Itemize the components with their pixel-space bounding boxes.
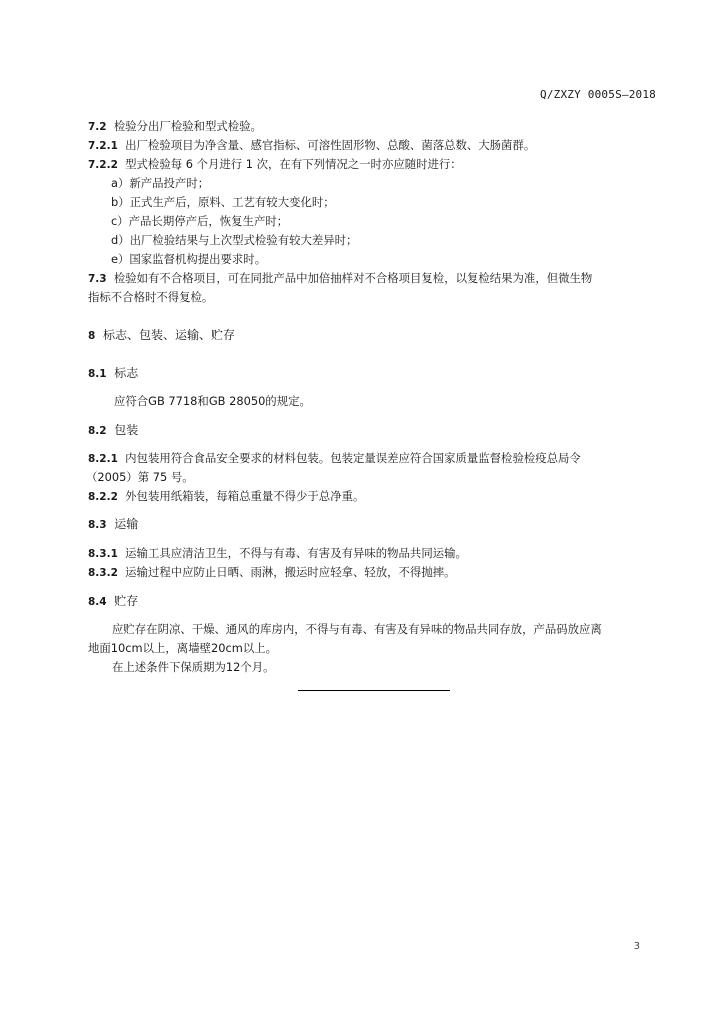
clause-number: 8.3.1: [88, 548, 118, 560]
section-title: 贮存: [114, 594, 139, 608]
clause-text: 运输工具应清洁卫生，不得与有毒、有害及有异味的物品共同运输。: [125, 546, 467, 560]
clause-8-2-2: [88, 489, 364, 504]
clause-text: 检验如有不合格项目，可在同批产品中加倍抽样对不合格项目复检，以复检结果为准，但微生物: [113, 271, 593, 285]
clause-8-3-2: [88, 565, 456, 580]
section-title: 标志、包装、运输、贮存: [102, 328, 235, 342]
clause-number: 7.2.2: [88, 159, 118, 171]
section-number: 8: [88, 330, 96, 342]
section-number: 8.3: [88, 519, 107, 531]
section-number: 8.4: [88, 596, 107, 608]
clause-number: 7.2: [88, 121, 107, 133]
list-item-e: e）国家监督机构提出要求时。: [111, 252, 267, 266]
standard-code: Q/ZXZY 0005S—2018: [540, 88, 656, 101]
clause-text: 运输过程中应防止日晒、雨淋，搬运时应轻拿、轻放，不得抛摔。: [125, 565, 456, 579]
page-number: 3: [633, 941, 640, 952]
clause-7-3: [88, 271, 592, 286]
clause-7-2-2: [88, 157, 462, 172]
clause-8-2-1: [88, 451, 581, 466]
clause-number: 8.2.2: [88, 491, 118, 503]
section-8-heading: [88, 328, 235, 343]
section-title: 包装: [114, 423, 139, 437]
clause-number: 8.3.2: [88, 567, 118, 579]
clause-8-2-1-continued: （2005）第 75 号。: [86, 470, 194, 484]
clause-text: 出厂检验项目为净含量、感官指标、可溶性固形物、总酸、菌落总数、大肠菌群。: [125, 138, 536, 152]
section-8-4-text-line1: 应贮存在阴凉、干燥、通风的库房内，不得与有毒、有害及有异味的物品共同存放，产品码放应离: [112, 622, 602, 636]
clause-number: 7.2.1: [88, 140, 118, 152]
list-item-c: c）产品长期停产后，恢复生产时；: [111, 214, 289, 228]
clause-7-2: [88, 119, 262, 134]
list-item-a: a）新产品投产时；: [111, 176, 210, 190]
section-8-4-heading: [88, 594, 138, 609]
section-8-1-heading: [88, 366, 138, 381]
clause-text: 型式检验每 6 个月进行 1 次，在有下列情况之一时亦应随时进行：: [125, 157, 462, 171]
clause-text: 检验分出厂检验和型式检验。: [113, 119, 262, 133]
section-number: 8.2: [88, 425, 107, 437]
section-8-4-text-line3: 在上述条件下保质期为12个月。: [112, 660, 275, 674]
list-item-d: d）出厂检验结果与上次型式检验有较大差异时；: [111, 233, 358, 247]
section-8-2-heading: [88, 423, 138, 438]
clause-8-3-1: [88, 546, 467, 561]
section-title: 标志: [114, 366, 139, 380]
section-8-3-heading: [88, 517, 138, 532]
section-8-1-text: 应符合GB 7718和GB 28050的规定。: [114, 394, 311, 408]
end-rule: [298, 690, 450, 691]
section-title: 运输: [114, 517, 139, 531]
section-8-4-text-line2: 地面10cm以上，离墙壁20cm以上。: [88, 641, 278, 655]
list-item-b: b）正式生产后，原料、工艺有较大变化时；: [111, 195, 335, 209]
clause-number: 8.2.1: [88, 453, 118, 465]
clause-7-2-1: [88, 138, 535, 153]
clause-text: 内包装用符合食品安全要求的材料包装。包装定量误差应符合国家质量监督检验检疫总局令: [125, 451, 581, 465]
clause-text: 外包装用纸箱装，每箱总重量不得少于总净重。: [125, 489, 365, 503]
clause-number: 7.3: [88, 273, 107, 285]
section-number: 8.1: [88, 368, 107, 380]
clause-7-3-continued: 指标不合格时不得复检。: [88, 290, 214, 304]
